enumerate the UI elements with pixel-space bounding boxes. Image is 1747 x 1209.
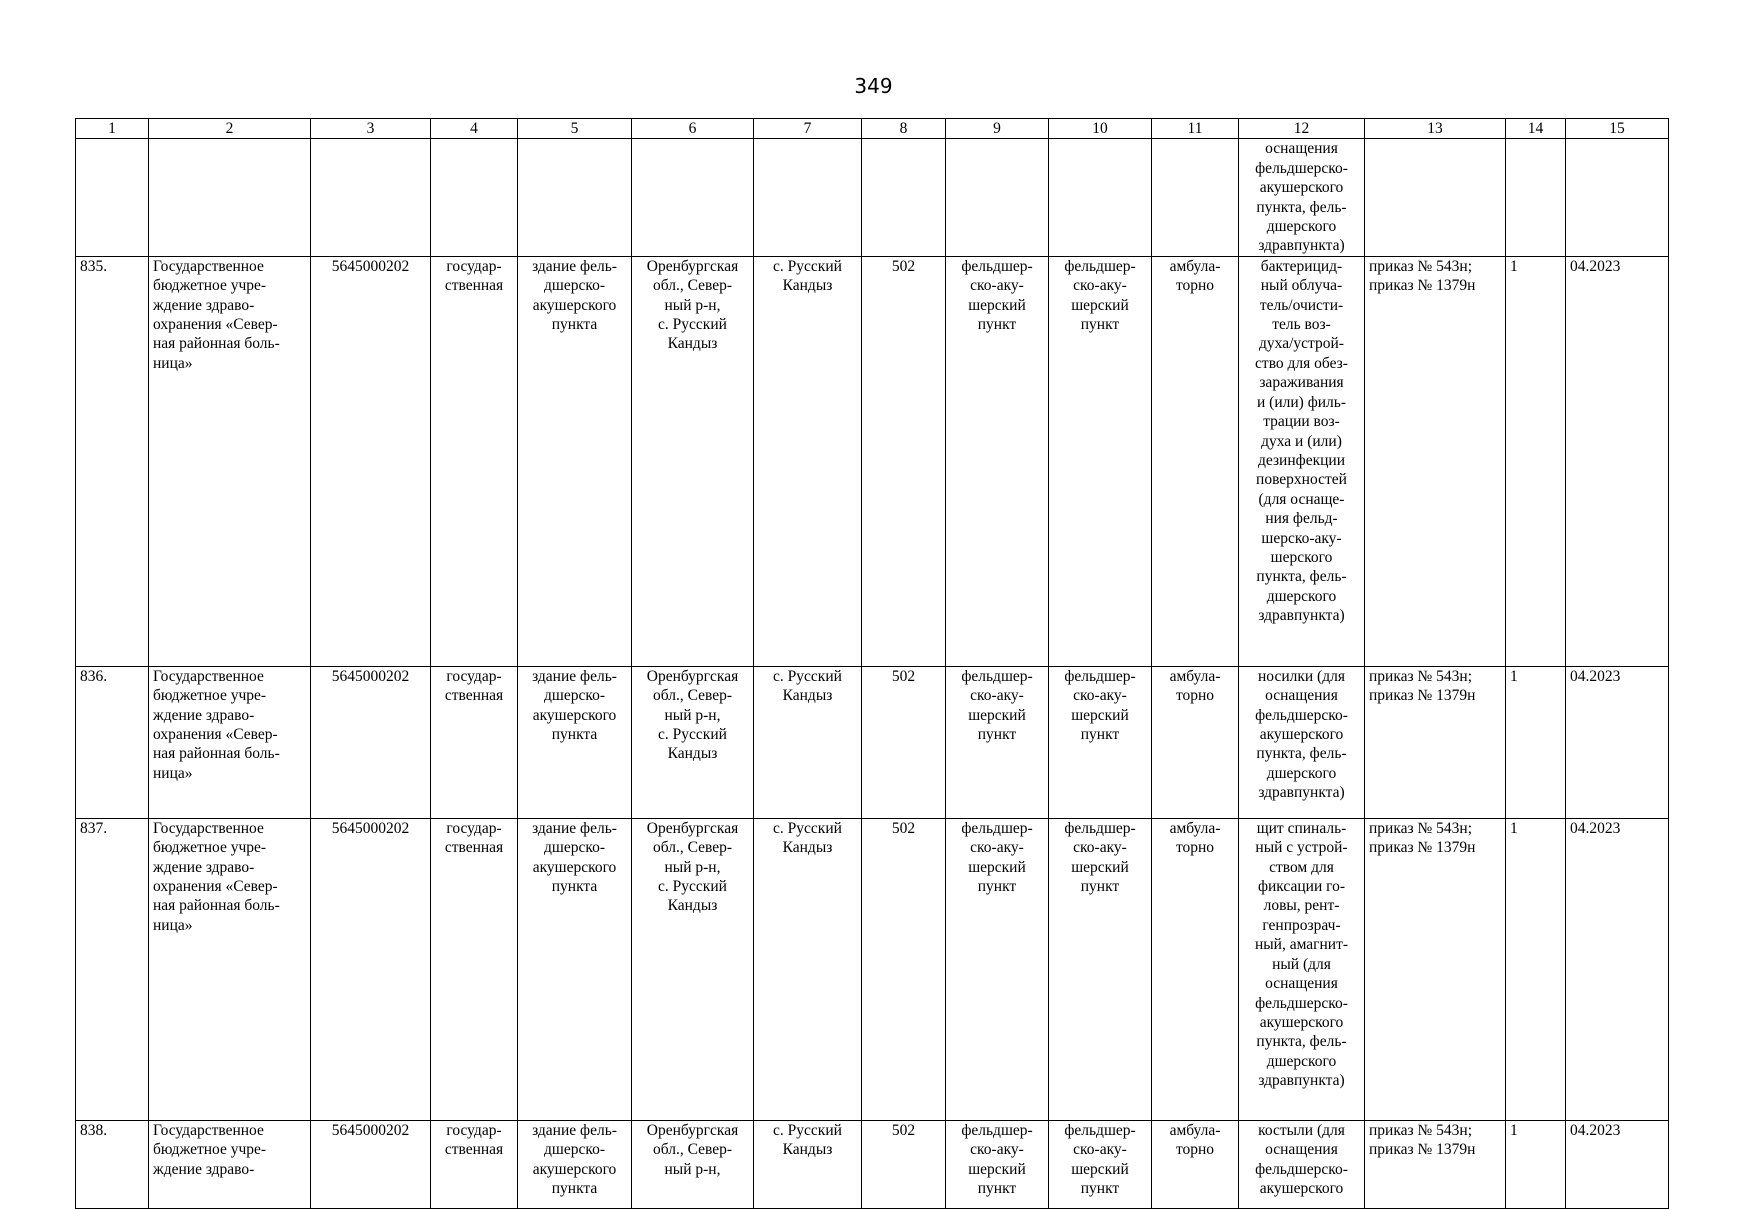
cell-line: бактерицид- [1260, 257, 1343, 275]
cell-line: ственная [444, 1141, 504, 1159]
cell-line: пункт [1080, 878, 1120, 896]
cell-line: ско-аку- [1073, 839, 1127, 857]
cell-line: фельдшер- [961, 257, 1033, 275]
unit-type-cell [946, 1120, 1049, 1208]
cell-line: акушерского [1259, 179, 1344, 197]
cell-line: обл., Север- [652, 839, 733, 857]
cell-line: оснащения [1265, 687, 1338, 705]
cell-line: здравпункта) [1258, 607, 1345, 625]
cell-line: с. Русский [773, 1121, 842, 1139]
cell-line: носилки (для [1258, 667, 1345, 685]
cell-line: ждение здраво- [153, 858, 255, 876]
empty-cell [862, 139, 946, 256]
page-number: 349 [854, 74, 893, 98]
care-type-cell [1152, 1120, 1239, 1208]
ownership-cell [431, 256, 518, 666]
cell-line: с. Русский [658, 726, 727, 744]
cell-line: с. Русский [658, 878, 727, 896]
cell-line: ный, амагнит- [1254, 936, 1349, 954]
cell-line: здание фель- [532, 667, 617, 685]
cell-line: Государственное [153, 667, 264, 685]
cell-line: пункт [1080, 316, 1120, 334]
column-header: 2 [149, 119, 311, 139]
cell-line: бюджетное учре- [153, 1141, 267, 1159]
settlement-cell [754, 256, 862, 666]
cell-line: ждение здраво- [153, 706, 255, 724]
cell-line: пункта [551, 726, 598, 744]
cell-line: пункт [977, 726, 1017, 744]
cell-line: здание фель- [532, 819, 617, 837]
cell-line: торно [1175, 277, 1215, 295]
cell-line: акушерского [1259, 1013, 1344, 1031]
cell-line: оснащения [1265, 1141, 1338, 1159]
cell-line: ловы, рент- [1263, 897, 1340, 915]
cell-line: ством для [1269, 858, 1334, 876]
empty-cell [1506, 139, 1566, 256]
date-cell: 04.2023 [1566, 256, 1669, 666]
cell-line: приказ № 543н; [1369, 257, 1473, 275]
cell-line: оснащения [1265, 975, 1338, 993]
cell-line: амбула- [1169, 1121, 1221, 1139]
care-type-cell [1152, 666, 1239, 818]
cell-line: ско-аку- [1073, 277, 1127, 295]
cell-line: фельдшер- [961, 667, 1033, 685]
cell-line: ница» [153, 764, 193, 782]
column-header: 4 [431, 119, 518, 139]
cell-line: государ- [446, 1121, 502, 1139]
cell-line: фельдшерско- [1255, 706, 1348, 724]
address-cell [632, 1120, 754, 1208]
unit-type-cell [946, 256, 1049, 666]
cell-line: торно [1175, 687, 1215, 705]
organization-cell [149, 666, 311, 818]
empty-cell [311, 139, 431, 256]
column-header: 15 [1566, 119, 1669, 139]
empty-cell [1049, 139, 1152, 256]
code-cell: 502 [862, 666, 946, 818]
cell-line: ство для обез- [1255, 354, 1348, 372]
empty-cell [946, 139, 1049, 256]
care-type-cell [1152, 256, 1239, 666]
cell-line: ный р-н, [664, 296, 721, 314]
basis-cell [1365, 666, 1506, 818]
cell-line: ный р-н, [664, 706, 721, 724]
cell-line: с. Русский [773, 667, 842, 685]
unit-cell [1049, 818, 1152, 1120]
cell-line: бюджетное учре- [153, 687, 267, 705]
equipment-cell [1239, 139, 1365, 256]
cell-line: пункт [977, 878, 1017, 896]
column-header: 5 [518, 119, 632, 139]
column-header: 7 [754, 119, 862, 139]
cell-line: пункт [1080, 726, 1120, 744]
cell-line: акушерского [532, 706, 617, 724]
column-header: 9 [946, 119, 1049, 139]
care-type-cell [1152, 818, 1239, 1120]
cell-line: Кандыз [667, 335, 718, 353]
cell-line: Государственное [153, 819, 264, 837]
cell-line: ственная [444, 687, 504, 705]
row-number-cell: 838. [76, 1120, 149, 1208]
cell-line: государ- [446, 257, 502, 275]
cell-line: дшерско- [544, 839, 605, 857]
continuation-row [76, 139, 1669, 256]
cell-line: пункт [977, 1180, 1017, 1198]
inn-cell: 5645000202 [311, 256, 431, 666]
quantity-cell: 1 [1506, 818, 1566, 1120]
cell-line: фельдшер- [1064, 667, 1136, 685]
cell-line: приказ № 1379н [1369, 277, 1476, 295]
cell-line: с. Русский [658, 316, 727, 334]
cell-line: пункта, фель- [1256, 568, 1347, 586]
cell-line: фельдшерско- [1255, 159, 1348, 177]
cell-line: обл., Север- [652, 1141, 733, 1159]
equipment-cell [1239, 666, 1365, 818]
cell-line: фельдшер- [1064, 1121, 1136, 1139]
equipment-cell [1239, 256, 1365, 666]
table-row [76, 818, 1669, 1120]
cell-line: оснащения [1265, 140, 1338, 158]
cell-line: приказ № 543н; [1369, 819, 1473, 837]
building-cell [518, 818, 632, 1120]
empty-cell [431, 139, 518, 256]
cell-line: дезинфекции [1257, 451, 1345, 469]
cell-line: фельдшерско- [1255, 1160, 1348, 1178]
cell-line: ско-аку- [970, 839, 1024, 857]
cell-line: ный (для [1272, 955, 1331, 973]
cell-line: фиксации го- [1257, 878, 1346, 896]
code-cell: 502 [862, 818, 946, 1120]
cell-line: шерский [968, 296, 1026, 314]
cell-line: Кандыз [782, 277, 833, 295]
organization-cell [149, 818, 311, 1120]
date-cell: 04.2023 [1566, 1120, 1669, 1208]
building-cell [518, 1120, 632, 1208]
empty-cell [1365, 139, 1506, 256]
cell-line: пункта [551, 1180, 598, 1198]
address-cell [632, 666, 754, 818]
cell-line: дшерского [1266, 764, 1337, 782]
date-cell: 04.2023 [1566, 666, 1669, 818]
column-header: 3 [311, 119, 431, 139]
cell-line: ско-аку- [1073, 687, 1127, 705]
cell-line: шерско-аку- [1261, 529, 1342, 547]
cell-line: поверхностей [1256, 471, 1347, 489]
cell-line: здравпункта) [1258, 1072, 1345, 1090]
cell-line: ный с устрой- [1255, 839, 1348, 857]
cell-line: ный р-н, [664, 858, 721, 876]
registry-body [76, 139, 1669, 1208]
unit-type-cell [946, 666, 1049, 818]
column-header: 10 [1049, 119, 1152, 139]
row-number-cell: 837. [76, 818, 149, 1120]
table-row [76, 256, 1669, 666]
cell-line: ско-аку- [1073, 1141, 1127, 1159]
cell-line: обл., Север- [652, 687, 733, 705]
quantity-cell: 1 [1506, 666, 1566, 818]
cell-line: шерский [1071, 1160, 1129, 1178]
cell-line: фельдшерско- [1255, 994, 1348, 1012]
column-header: 11 [1152, 119, 1239, 139]
cell-line: с. Русский [773, 819, 842, 837]
settlement-cell [754, 818, 862, 1120]
cell-line: с. Русский [773, 257, 842, 275]
cell-line: Кандыз [667, 745, 718, 763]
cell-line: ждение здраво- [153, 1160, 255, 1178]
cell-line: Кандыз [782, 839, 833, 857]
cell-line: (для оснаще- [1258, 490, 1345, 508]
cell-line: амбула- [1169, 257, 1221, 275]
basis-cell [1365, 818, 1506, 1120]
code-cell: 502 [862, 1120, 946, 1208]
empty-cell [518, 139, 632, 256]
column-header: 12 [1239, 119, 1365, 139]
cell-line: тель/очисти- [1259, 296, 1344, 314]
code-cell: 502 [862, 256, 946, 666]
cell-line: ная районная боль- [153, 897, 280, 915]
cell-line: ная районная боль- [153, 745, 280, 763]
column-header: 14 [1506, 119, 1566, 139]
cell-line: тель воз- [1272, 316, 1331, 334]
quantity-cell: 1 [1506, 1120, 1566, 1208]
cell-line: пункта, фель- [1256, 1033, 1347, 1051]
cell-line: трации воз- [1263, 413, 1340, 431]
cell-line: торно [1175, 1141, 1215, 1159]
unit-cell [1049, 256, 1152, 666]
column-number-row [76, 119, 1669, 139]
cell-line: ско-аку- [970, 1141, 1024, 1159]
organization-cell [149, 1120, 311, 1208]
date-cell: 04.2023 [1566, 818, 1669, 1120]
cell-line: фельдшер- [961, 1121, 1033, 1139]
cell-line: пункта, фель- [1256, 745, 1347, 763]
inn-cell: 5645000202 [311, 1120, 431, 1208]
empty-cell [76, 139, 149, 256]
cell-line: Кандыз [782, 1141, 833, 1159]
cell-line: Оренбургская [646, 819, 739, 837]
cell-line: дшерского [1266, 1052, 1337, 1070]
equipment-cell [1239, 1120, 1365, 1208]
ownership-cell [431, 818, 518, 1120]
cell-line: шерский [1071, 706, 1129, 724]
cell-line: здравпункта) [1258, 784, 1345, 802]
cell-line: акушерского [1259, 726, 1344, 744]
cell-line: ственная [444, 277, 504, 295]
basis-cell [1365, 1120, 1506, 1208]
registry-table [75, 118, 1669, 1209]
cell-line: шерский [1071, 858, 1129, 876]
cell-line: ско-аку- [970, 687, 1024, 705]
column-header: 1 [76, 119, 149, 139]
cell-line: и (или) филь- [1257, 393, 1346, 411]
cell-line: дшерского [1266, 218, 1337, 236]
cell-line: приказ № 543н; [1369, 667, 1473, 685]
cell-line: амбула- [1169, 667, 1221, 685]
inn-cell: 5645000202 [311, 818, 431, 1120]
cell-line: охранения «Север- [153, 878, 278, 896]
building-cell [518, 666, 632, 818]
cell-line: Государственное [153, 1121, 264, 1139]
settlement-cell [754, 666, 862, 818]
ownership-cell [431, 666, 518, 818]
cell-line: обл., Север- [652, 277, 733, 295]
cell-line: фельдшер- [961, 819, 1033, 837]
cell-line: приказ № 543н; [1369, 1121, 1473, 1139]
cell-line: генпрозрач- [1262, 916, 1341, 934]
empty-cell [149, 139, 311, 256]
cell-line: здание фель- [532, 1121, 617, 1139]
cell-line: приказ № 1379н [1369, 1141, 1476, 1159]
row-number-cell: 836. [76, 666, 149, 818]
cell-line: шерский [968, 706, 1026, 724]
cell-line: ная районная боль- [153, 335, 280, 353]
basis-cell [1365, 256, 1506, 666]
cell-line: шерский [1071, 296, 1129, 314]
cell-line: ственная [444, 839, 504, 857]
cell-line: Оренбургская [646, 257, 739, 275]
building-cell [518, 256, 632, 666]
column-header: 8 [862, 119, 946, 139]
cell-line: ния фельд- [1265, 510, 1338, 528]
cell-line: государ- [446, 667, 502, 685]
equipment-cell [1239, 818, 1365, 1120]
cell-line: Оренбургская [646, 1121, 739, 1139]
ownership-cell [431, 1120, 518, 1208]
empty-cell [754, 139, 862, 256]
cell-line: шерский [968, 858, 1026, 876]
organization-cell [149, 256, 311, 666]
cell-line: дшерского [1266, 587, 1337, 605]
cell-line: ный р-н, [664, 1160, 721, 1178]
cell-line: дшерско- [544, 1141, 605, 1159]
cell-line: акушерского [532, 858, 617, 876]
empty-cell [1566, 139, 1669, 256]
cell-line: акушерского [532, 296, 617, 314]
cell-line: пункта [551, 878, 598, 896]
cell-line: дшерско- [544, 277, 605, 295]
cell-line: ждение здраво- [153, 296, 255, 314]
cell-line: костыли (для [1258, 1121, 1345, 1139]
column-header: 13 [1365, 119, 1506, 139]
cell-line: духа/устрой- [1259, 335, 1344, 353]
cell-line: пункт [1080, 1180, 1120, 1198]
cell-line: государ- [446, 819, 502, 837]
empty-cell [632, 139, 754, 256]
cell-line: ный облуча- [1260, 277, 1343, 295]
cell-line: ница» [153, 916, 193, 934]
cell-line: Кандыз [667, 897, 718, 915]
cell-line: шерского [1270, 548, 1333, 566]
cell-line: здравпункта) [1258, 237, 1345, 255]
cell-line: торно [1175, 839, 1215, 857]
cell-line: приказ № 1379н [1369, 839, 1476, 857]
cell-line: охранения «Север- [153, 316, 278, 334]
cell-line: фельдшер- [1064, 819, 1136, 837]
cell-line: Государственное [153, 257, 264, 275]
column-header: 6 [632, 119, 754, 139]
cell-line: Оренбургская [646, 667, 739, 685]
cell-line: зараживания [1259, 374, 1344, 392]
settlement-cell [754, 1120, 862, 1208]
cell-line: духа и (или) [1261, 432, 1342, 450]
cell-line: ница» [153, 354, 193, 372]
cell-line: амбула- [1169, 819, 1221, 837]
quantity-cell: 1 [1506, 256, 1566, 666]
unit-cell [1049, 666, 1152, 818]
cell-line: здание фель- [532, 257, 617, 275]
cell-line: Кандыз [782, 687, 833, 705]
cell-line: пункта, фель- [1256, 198, 1347, 216]
cell-line: фельдшер- [1064, 257, 1136, 275]
cell-line: пункта [551, 316, 598, 334]
cell-line: приказ № 1379н [1369, 687, 1476, 705]
table-row [76, 1120, 1669, 1208]
cell-line: ско-аку- [970, 277, 1024, 295]
table-row [76, 666, 1669, 818]
empty-cell [1152, 139, 1239, 256]
cell-line: бюджетное учре- [153, 839, 267, 857]
unit-cell [1049, 1120, 1152, 1208]
row-number-cell: 835. [76, 256, 149, 666]
cell-line: дшерско- [544, 687, 605, 705]
inn-cell: 5645000202 [311, 666, 431, 818]
cell-line: пункт [977, 316, 1017, 334]
cell-line: акушерского [1259, 1180, 1344, 1198]
cell-line: акушерского [532, 1160, 617, 1178]
address-cell [632, 818, 754, 1120]
cell-line: шерский [968, 1160, 1026, 1178]
cell-line: бюджетное учре- [153, 277, 267, 295]
cell-line: щит спиналь- [1256, 819, 1347, 837]
address-cell [632, 256, 754, 666]
cell-line: охранения «Север- [153, 726, 278, 744]
unit-type-cell [946, 818, 1049, 1120]
